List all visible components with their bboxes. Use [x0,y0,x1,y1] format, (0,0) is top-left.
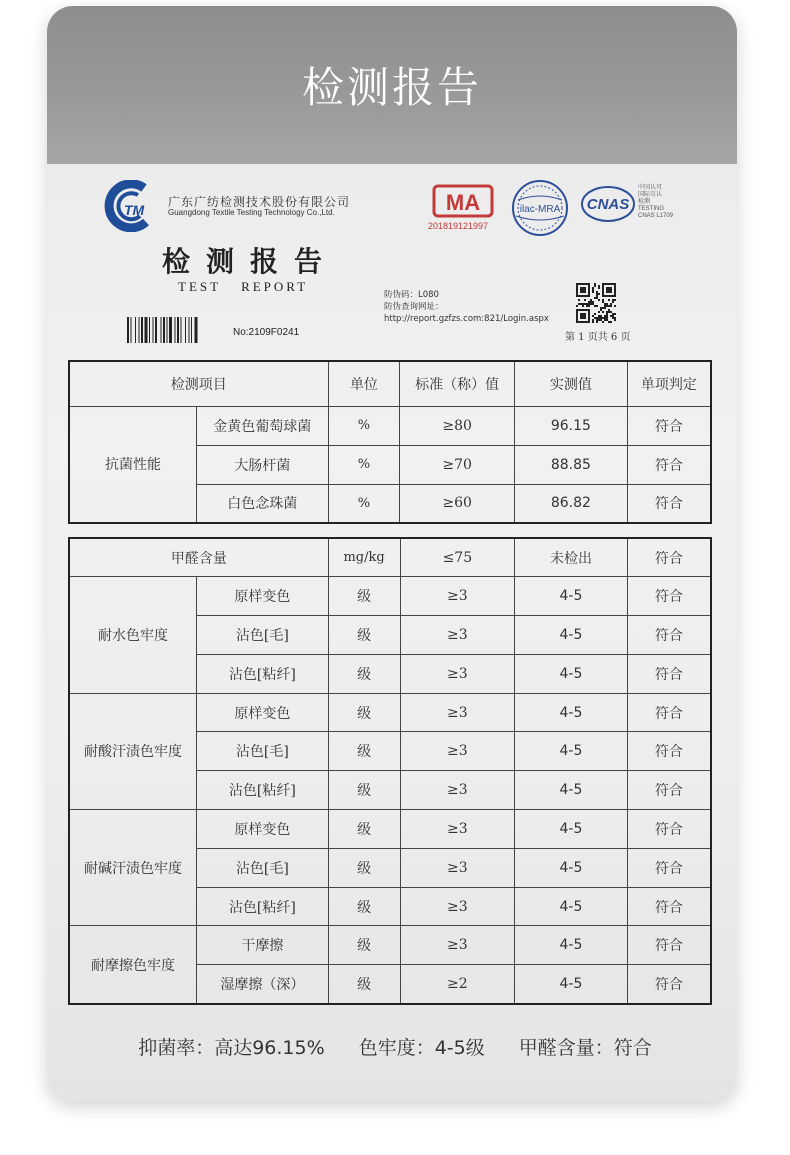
item-cell: 沾色[毛] [197,732,329,771]
unit-cell: 级 [328,848,400,887]
ilac-mra-icon [510,178,570,238]
measured-cell: 88.85 [515,445,628,484]
standard-cell: ≤75 [400,538,515,577]
unit-cell: 级 [328,810,400,849]
unit-cell: 级 [328,577,400,616]
verdict-cell: 符合 [627,771,711,810]
item-cell: 沾色[毛] [197,616,329,655]
standard-cell: ≥3 [400,693,515,732]
summary-antibacterial: 抑菌率：高达96.15% [138,1037,325,1059]
anti-fake-query: 防伪查询网址： [384,302,444,312]
verdict-cell: 符合 [627,654,711,693]
unit-cell: % [328,484,400,523]
company-name-en: Guangdong Textile Testing Technology Co.,Ltd. [168,208,335,217]
banner [47,6,737,164]
cnas-cert-icon [580,184,636,224]
header-verdict: 单项判定 [627,361,711,406]
verdict-cell: 符合 [627,887,711,926]
item-cell: 白色念珠菌 [197,484,329,523]
table-header-row [69,361,711,406]
table-row [69,693,711,732]
cnas-text-line: 中国认可 [638,185,663,191]
measured-cell: 未检出 [515,538,628,577]
measured-cell: 4-5 [515,771,628,810]
standard-cell: ≥80 [400,406,515,445]
verdict-cell: 符合 [627,965,711,1004]
standard-cell: ≥3 [400,577,515,616]
group-label: 耐摩擦色牢度 [69,926,197,1004]
measured-cell: 4-5 [515,887,628,926]
item-cell: 甲醛含量 [69,538,328,577]
measured-cell: 4-5 [515,654,628,693]
item-cell: 沾色[粘纤] [197,771,329,810]
table-row [69,577,711,616]
verdict-cell: 符合 [627,810,711,849]
standard-cell: ≥3 [400,771,515,810]
unit-cell: 级 [328,693,400,732]
barcode-icon [127,317,226,343]
measured-cell: 4-5 [515,810,628,849]
group-label: 抗菌性能 [69,406,197,523]
ma-number: 201819121997 [428,221,489,231]
company-logo-icon [102,180,158,232]
standard-cell: ≥3 [400,616,515,655]
standard-cell: ≥3 [400,732,515,771]
logo-text: TM [124,202,145,218]
header-standard: 标准（称）值 [400,361,515,406]
standard-cell: ≥3 [400,810,515,849]
measured-cell: 4-5 [515,616,628,655]
table-row [69,406,711,445]
fastness-table [68,537,712,1005]
table-row [69,810,711,849]
ilac-label: ilac-MRA [519,204,561,215]
verdict-cell: 符合 [627,926,711,965]
verdict-cell: 符合 [627,693,711,732]
unit-cell: 级 [328,965,400,1004]
anti-fake-code: 防伪码：L080 [384,290,439,300]
unit-cell: mg/kg [328,538,400,577]
measured-cell: 86.82 [515,484,628,523]
page-info: 第 1 页共 6 页 [565,332,631,343]
header-unit: 单位 [328,361,400,406]
item-cell: 沾色[毛] [197,848,329,887]
measured-cell: 4-5 [515,926,628,965]
standard-cell: ≥3 [400,926,515,965]
unit-cell: 级 [328,887,400,926]
verdict-cell: 符合 [627,848,711,887]
standard-cell: ≥60 [400,484,515,523]
cnas-text-line: CNAS L1709 [638,213,674,219]
anti-fake-info [384,289,549,325]
unit-cell: 级 [328,732,400,771]
banner-title: 检测报告 [301,63,482,112]
unit-cell: % [328,406,400,445]
ma-label: MA [445,190,481,215]
document-title: 检测报告 [162,245,339,278]
verdict-cell: 符合 [627,616,711,655]
unit-cell: 级 [328,926,400,965]
verdict-cell: 符合 [627,445,711,484]
document-subtitle: TEST REPORT [178,279,309,294]
anti-fake-url: http://report.gzfzs.com:821/Login.aspx [384,314,549,324]
item-cell: 原样变色 [197,810,329,849]
measured-cell: 96.15 [515,406,628,445]
cnas-label: CNAS [586,196,630,213]
unit-cell: % [328,445,400,484]
group-label: 耐酸汗渍色牢度 [69,693,197,809]
standard-cell: ≥70 [400,445,515,484]
item-cell: 沾色[粘纤] [197,887,329,926]
unit-cell: 级 [328,654,400,693]
qr-code-icon [576,283,616,323]
summary-color-fastness: 色牢度：4-5级 [358,1037,485,1059]
standard-cell: ≥3 [400,848,515,887]
measured-cell: 4-5 [515,732,628,771]
cnas-text [638,185,682,220]
unit-cell: 级 [328,616,400,655]
unit-cell: 级 [328,771,400,810]
verdict-cell: 符合 [627,484,711,523]
item-cell: 沾色[粘纤] [197,654,329,693]
company-name-cn: 广东广纺检测技术股份有限公司 [168,195,351,209]
measured-cell: 4-5 [515,848,628,887]
item-cell: 干摩擦 [197,926,329,965]
measured-cell: 4-5 [515,693,628,732]
header-item: 检测项目 [69,361,328,406]
verdict-cell: 符合 [627,732,711,771]
item-cell: 大肠杆菌 [197,445,329,484]
item-cell: 金黄色葡萄球菌 [197,406,329,445]
summary-line [0,1033,790,1060]
report-number: No:2109F0241 [233,327,300,338]
table-row [69,926,711,965]
header-measured: 实测值 [515,361,628,406]
cnas-text-line: 国际互认 [638,192,663,198]
summary-formaldehyde: 甲醛含量：符合 [518,1037,652,1059]
cnas-text-line: TESTING [638,206,665,212]
item-cell: 原样变色 [197,693,329,732]
standard-cell: ≥2 [400,965,515,1004]
standard-cell: ≥3 [400,654,515,693]
antibacterial-table [68,360,712,524]
group-label: 耐碱汗渍色牢度 [69,810,197,926]
cnas-text-line: 检测 [638,199,651,205]
verdict-cell: 符合 [627,406,711,445]
group-label: 耐水色牢度 [69,577,197,693]
verdict-cell: 符合 [627,538,711,577]
standard-cell: ≥3 [400,887,515,926]
item-cell: 原样变色 [197,577,329,616]
measured-cell: 4-5 [515,965,628,1004]
measured-cell: 4-5 [515,577,628,616]
verdict-cell: 符合 [627,577,711,616]
item-cell: 湿摩擦（深） [197,965,329,1004]
table-row [69,538,711,577]
ma-cert-icon [431,183,495,219]
